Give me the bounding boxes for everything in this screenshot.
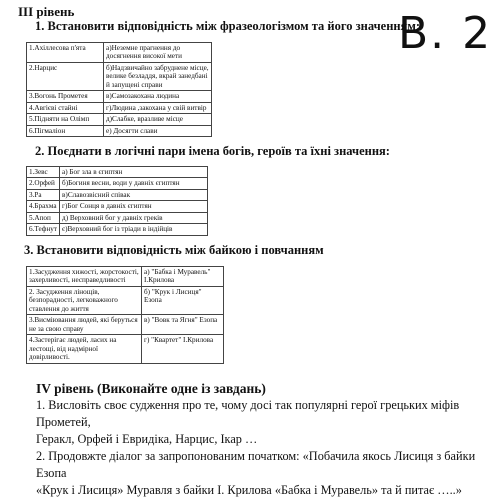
left-cell: 5.Апоп xyxy=(27,212,60,223)
level4-tasks xyxy=(36,397,498,499)
right-cell: в)Самозакохана людина xyxy=(104,91,212,102)
table-row xyxy=(27,167,208,178)
right-cell: е) Досягти слави xyxy=(104,125,212,136)
table-row xyxy=(27,91,212,102)
right-cell: є)Верховний бог із тріади в індійців xyxy=(60,224,208,235)
left-cell: 4.Застерігає людей, ласих на лестощі, від надмірної довірливості. xyxy=(27,335,142,363)
task2-heading: 2. Поєднати в логічні пари імена богів, героїв та їхні значення: xyxy=(35,144,390,158)
table-row xyxy=(27,114,212,125)
table-row xyxy=(27,315,224,335)
left-cell: 2. Засудження лінощів, безпорадності, легковажного ставлення до життя xyxy=(27,286,142,314)
table-phraseology xyxy=(26,42,212,137)
level4-line-4: «Крук і Лисиця» Муравля з байки І. Крилова «Бабка і Муравель» та й питає …..» xyxy=(36,483,462,497)
right-cell: в) "Вовк та Ягня" Езопа xyxy=(142,315,224,335)
right-cell: в)Славозвісний співак xyxy=(60,189,208,200)
left-cell: 4.Авгієві стайні xyxy=(27,102,104,113)
table-row xyxy=(27,178,208,189)
right-cell: г) "Квартет" І.Крилова xyxy=(142,335,224,363)
left-cell: 2.Нарцис xyxy=(27,62,104,90)
right-cell: г)Бог Сонця в давніх єгиптян xyxy=(60,201,208,212)
left-cell: 3.Висміювання людей, які беруться не за свою справу xyxy=(27,315,142,335)
right-cell: а) "Бабка і Муравель" І.Крилова xyxy=(142,267,224,287)
left-cell: 3.Ра xyxy=(27,189,60,200)
level4-line-2: Геракл, Орфей і Евридіка, Нарцис, Ікар … xyxy=(36,432,258,446)
table-row xyxy=(27,125,212,136)
table-row xyxy=(27,335,224,363)
right-cell: а)Неземне прагнення до досягнення високої мети xyxy=(104,43,212,63)
left-cell: 4.Брахма xyxy=(27,201,60,212)
left-cell: 1.Ахіллесова п'ята xyxy=(27,43,104,63)
left-cell: 6.Тефнут xyxy=(27,224,60,235)
left-cell: 6.Пігмаліон xyxy=(27,125,104,136)
table-fables xyxy=(26,266,224,364)
level4-line-1: 1. Висловіть своє судження про те, чому досі так популярні герої грецьких міфів Прометей, xyxy=(36,398,460,429)
left-cell: 1.Засудження хижості, жорстокості, захерливості, несправедливості xyxy=(27,267,142,287)
left-cell: 1.Зевс xyxy=(27,167,60,178)
table-row xyxy=(27,102,212,113)
right-cell: б) "Крук і Лисиця" Езопа xyxy=(142,286,224,314)
table-gods xyxy=(26,166,208,236)
table-row xyxy=(27,212,208,223)
left-cell: 5.Підняти на Олімп xyxy=(27,114,104,125)
level4-line-3: 2. Продовжте діалог за запропонованим початком: «Побачила якось Лисиця з байки Езопа xyxy=(36,449,476,480)
task3-heading: 3. Встановити відповідність між байкою і повчанням xyxy=(24,243,324,257)
table-row xyxy=(27,224,208,235)
handwritten-variant: В. 2 xyxy=(398,8,493,59)
right-cell: д) Верховний бог у давніх греків xyxy=(60,212,208,223)
table-row xyxy=(27,267,224,287)
left-cell: 3.Вогонь Прометея xyxy=(27,91,104,102)
table-row xyxy=(27,62,212,90)
right-cell: б)Богиня весни, води у давніх єгиптян xyxy=(60,178,208,189)
level3-title: III рівень xyxy=(18,4,75,19)
right-cell: г)Людина ,закохана у свій витвір xyxy=(104,102,212,113)
right-cell: д)Слабке, вразливе місце xyxy=(104,114,212,125)
table-row xyxy=(27,286,224,314)
right-cell: б)Надзвичайно забруднене місце, велике безладдя, вкрай занедбані й запущені справи xyxy=(104,62,212,90)
right-cell: а) Бог зла в єгиптян xyxy=(60,167,208,178)
level4-title: IV рівень (Виконайте одне із завдань) xyxy=(36,381,266,396)
table-row xyxy=(27,201,208,212)
left-cell: 2.Орфей xyxy=(27,178,60,189)
table-row xyxy=(27,189,208,200)
table-row xyxy=(27,43,212,63)
task1-heading: 1. Встановити відповідність між фразеологізмом та його значенням: xyxy=(35,19,421,33)
